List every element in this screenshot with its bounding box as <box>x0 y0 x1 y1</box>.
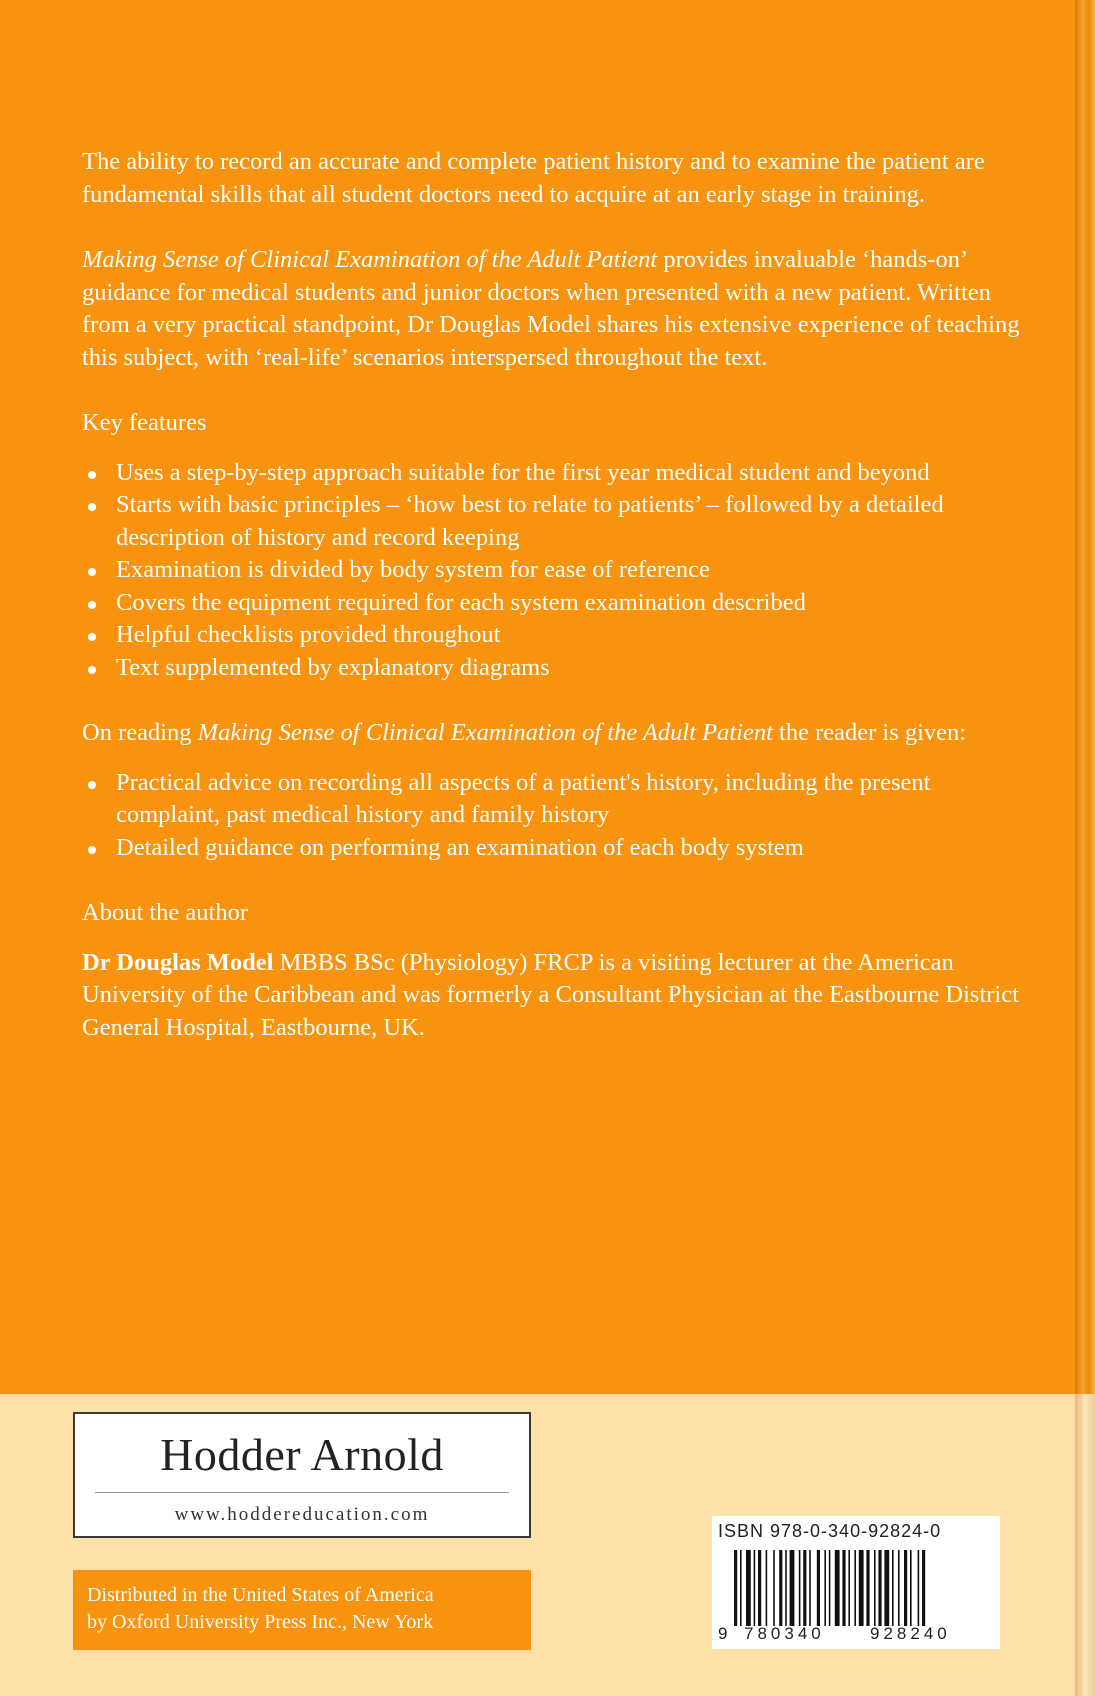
feature-item: Text supplemented by explanatory diagrams <box>82 652 1032 685</box>
reader-intro-end: the reader is given: <box>772 719 967 746</box>
intro-paragraph: The ability to record an accurate and complete patient history and to examine the patient are fundamental skills that all student doctors need to acquire at an early stage in training. <box>82 148 985 208</box>
barcode-box <box>712 1516 1000 1649</box>
feature-item: Uses a step-by-step approach suitable for the first year medical student and beyond <box>82 457 1032 490</box>
benefit-item: Detailed guidance on performing an examination of each body system <box>82 832 1032 865</box>
feature-item: Examination is divided by body system for ease of reference <box>82 554 1032 587</box>
barcode-stripe <box>746 1550 751 1626</box>
description-text: provides invaluable ‘hands-on’ guidance for medical students and junior doctors when presented with a new patient. Written from a very practical standpoint, Dr Douglas Model shares his extensive experience of teaching this subject, with ‘real-life’ scenarios interspersed throughout the text. <box>82 246 1020 371</box>
about-author-heading: About the author <box>82 899 249 926</box>
barcode-icon <box>734 1550 992 1626</box>
barcode-digits-left: 780340 <box>744 1624 825 1643</box>
cover-text <box>82 146 1032 1044</box>
publisher-logo-box <box>73 1412 531 1538</box>
barcode-stripe <box>910 1550 912 1626</box>
author-bio <box>82 947 1032 1045</box>
barcode-stripe <box>854 1550 856 1626</box>
barcode-stripe <box>766 1550 768 1626</box>
distribution-notice <box>73 1570 531 1650</box>
barcode-stripe <box>848 1550 850 1626</box>
barcode-stripe <box>922 1550 925 1626</box>
book-description <box>82 244 1032 374</box>
barcode-stripe <box>918 1550 920 1626</box>
barcode-stripe <box>859 1550 864 1626</box>
page-edge-bottom <box>1075 1394 1095 1696</box>
author-name: Dr Douglas Model <box>82 948 274 976</box>
barcode-stripe <box>898 1550 900 1626</box>
barcode-stripe <box>758 1550 761 1626</box>
barcode-stripe <box>817 1550 820 1626</box>
barcode-stripe <box>904 1550 907 1626</box>
barcode-stripe <box>842 1550 845 1626</box>
barcode-stripe <box>803 1550 806 1626</box>
barcode-stripe <box>790 1550 795 1626</box>
author-bio-text: MBBS BSc (Physiology) FRCP is a visiting lecturer at the American University of the Caribbean and was formerly a Consultant Physician at the Eastbourne District General Hospital, Eastbourne, UK. <box>82 948 1019 1041</box>
reader-intro <box>82 717 1032 750</box>
key-features-heading: Key features <box>82 409 207 436</box>
barcode-stripe <box>785 1550 787 1626</box>
barcode-stripe <box>884 1550 889 1626</box>
barcode-stripe <box>874 1550 876 1626</box>
book-title: Making Sense of Clinical Examination of the Adult Patient <box>82 246 658 273</box>
publisher-url: www.hoddereducation.com <box>174 1504 430 1525</box>
barcode-stripe <box>773 1550 775 1626</box>
feature-item: Covers the equipment required for each system examination described <box>82 587 1032 620</box>
barcode-stripe <box>829 1550 831 1626</box>
barcode-stripe <box>892 1550 894 1626</box>
feature-item: Starts with basic principles – ‘how best to relate to patients’ – followed by a detailed description of history and record keeping <box>82 489 1032 554</box>
barcode-stripe <box>809 1550 811 1626</box>
barcode-stripe <box>866 1550 869 1626</box>
barcode-stripe <box>734 1550 737 1626</box>
publisher-divider <box>95 1492 509 1493</box>
barcode-stripe <box>878 1550 881 1626</box>
publisher-name: Hodder Arnold <box>160 1429 444 1480</box>
barcode-digits-right: 928240 <box>870 1624 951 1643</box>
reader-benefits-list <box>82 767 1032 865</box>
barcode-digit-first: 9 <box>718 1624 728 1643</box>
barcode-stripe <box>779 1550 782 1626</box>
isbn-label: ISBN 978-0-340-92824-0 <box>718 1521 942 1541</box>
feature-item: Helpful checklists provided throughout <box>82 619 1032 652</box>
benefit-item: Practical advice on recording all aspects of a patient's history, including the present complaint, past medical history and family history <box>82 767 1032 832</box>
barcode-stripe <box>824 1550 826 1626</box>
distribution-line: by Oxford University Press Inc., New York <box>87 1611 434 1633</box>
reader-intro-start: On reading <box>82 719 198 746</box>
book-title-inline: Making Sense of Clinical Examination of the Adult Patient <box>197 719 773 746</box>
barcode-stripe <box>740 1550 742 1626</box>
key-features-list <box>82 457 1032 685</box>
distribution-line: Distributed in the United States of America <box>87 1584 434 1606</box>
barcode-stripe <box>754 1550 756 1626</box>
barcode-stripe <box>835 1550 840 1626</box>
barcode-stripe <box>799 1550 801 1626</box>
